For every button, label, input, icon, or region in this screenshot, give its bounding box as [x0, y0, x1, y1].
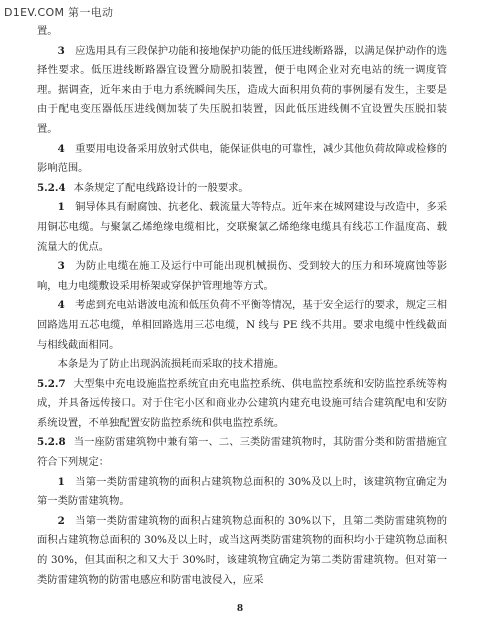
section-paragraph — [37, 179, 447, 199]
body-paragraph — [37, 22, 447, 42]
paragraph-text: 铜导体具有耐腐蚀、抗老化、载流量大等特点。近年来在城网建设与改造中，多采用铜芯电缆。与聚氯乙烯绝缘电缆相比，交联聚氯乙烯绝缘电缆具有线芯工作温度高、载流量大的优点。 — [37, 201, 447, 253]
body-paragraph — [37, 42, 447, 140]
item-number: 1 — [57, 475, 65, 488]
paragraph-text: 为防止电缆在施工及运行中可能出现机械损伤、受到较大的压力和环境腐蚀等影响，电力电缆敷设采用桥架或穿保护管理地等方式。 — [37, 260, 447, 292]
item-number: 3 — [57, 260, 65, 273]
paragraph-text: 当第一类防雷建筑物的面积占建筑物总面积的 30%及以上时，该建筑物宜确定为第一类防雷建筑物。 — [37, 475, 447, 508]
paragraph-text: 大型集中充电设施监控系统宜由充电监控系统、供电监控系统和安防监控系统等构成，并具备远传接口。对于住宅小区和商业办公建筑内建充电设施可结合建筑配电和安防系统设置，不单独配置安防监控系统和供电监控系统。 — [37, 377, 447, 429]
body-paragraph — [37, 296, 447, 355]
section-paragraph — [37, 433, 447, 472]
paragraph-text: 本条规定了配电线路设计的一般要求。 — [73, 181, 249, 194]
paragraph-text: 本条是为了防止出现涡流损耗而采取的技术措施。 — [57, 358, 285, 371]
section-paragraph — [37, 375, 447, 434]
item-number: 4 — [57, 299, 65, 312]
section-number: 5.2.8 — [37, 436, 66, 449]
site-watermark: D1EV.COM 第一电动 — [4, 6, 114, 19]
body-paragraph — [37, 198, 447, 257]
body-paragraph — [37, 473, 447, 512]
item-number: 2 — [57, 514, 65, 527]
item-number: 3 — [57, 44, 65, 57]
body-paragraph — [37, 140, 447, 179]
paragraph-text: 重要用电设备采用放射式供电，能保证供电的可靠性，减少其他负荷故障或检修的影响范围。 — [37, 142, 447, 175]
paragraph-text: 当一座防雷建筑物中兼有第一、二、三类防雷建筑物时，其防雷分类和防雷措施宜符合下列规定： — [37, 436, 447, 469]
item-number: 4 — [57, 142, 65, 155]
body-paragraph — [37, 512, 447, 590]
paragraph-text: 置。 — [37, 25, 58, 37]
page-number: 8 — [236, 604, 244, 614]
paragraph-text: 考虑到充电站谐波电流和低压负荷不平衡等情况，基于安全运行的要求，规定三相回路选用五芯电缆，单相回路选用三芯电缆，N 线与 PE 线不共用。要求电缆中性线截面与相线截面相同。 — [37, 299, 447, 351]
section-number: 5.2.7 — [37, 377, 66, 390]
paragraph-text: 当第一类防雷建筑物的面积占建筑物总面积的 30%以下，且第二类防雷建筑物的面积占建筑物总面积的 30%及以上时，或当这两类防雷建筑物的面积均小于建筑物总面积的 30%，但其面积之和又大于 30%时，该建筑物宜确定为第二类防雷建筑物。但对第一类防雷建筑物的防雷电感应和防雷电波侵入，应采 — [37, 514, 447, 586]
document-page — [37, 22, 447, 590]
body-paragraph — [37, 257, 447, 296]
body-paragraph — [37, 355, 447, 375]
paragraph-text: 应选用具有三段保护功能和接地保护功能的低压进线断路器，以满足保护动作的选择性要求。低压进线断路器宜设置分励脱扣装置，便于电网企业对充电站的统一调度管理。据调查，近年来由于电力系统瞬间失压，造成大面积用负荷的事例屡有发生，主要是由于配电变压器低压进线侧加装了失压脱扣装置，因此低压进线侧不宜设置失压脱扣装置。 — [37, 44, 447, 135]
item-number: 1 — [57, 201, 65, 214]
section-number: 5.2.4 — [37, 181, 66, 194]
